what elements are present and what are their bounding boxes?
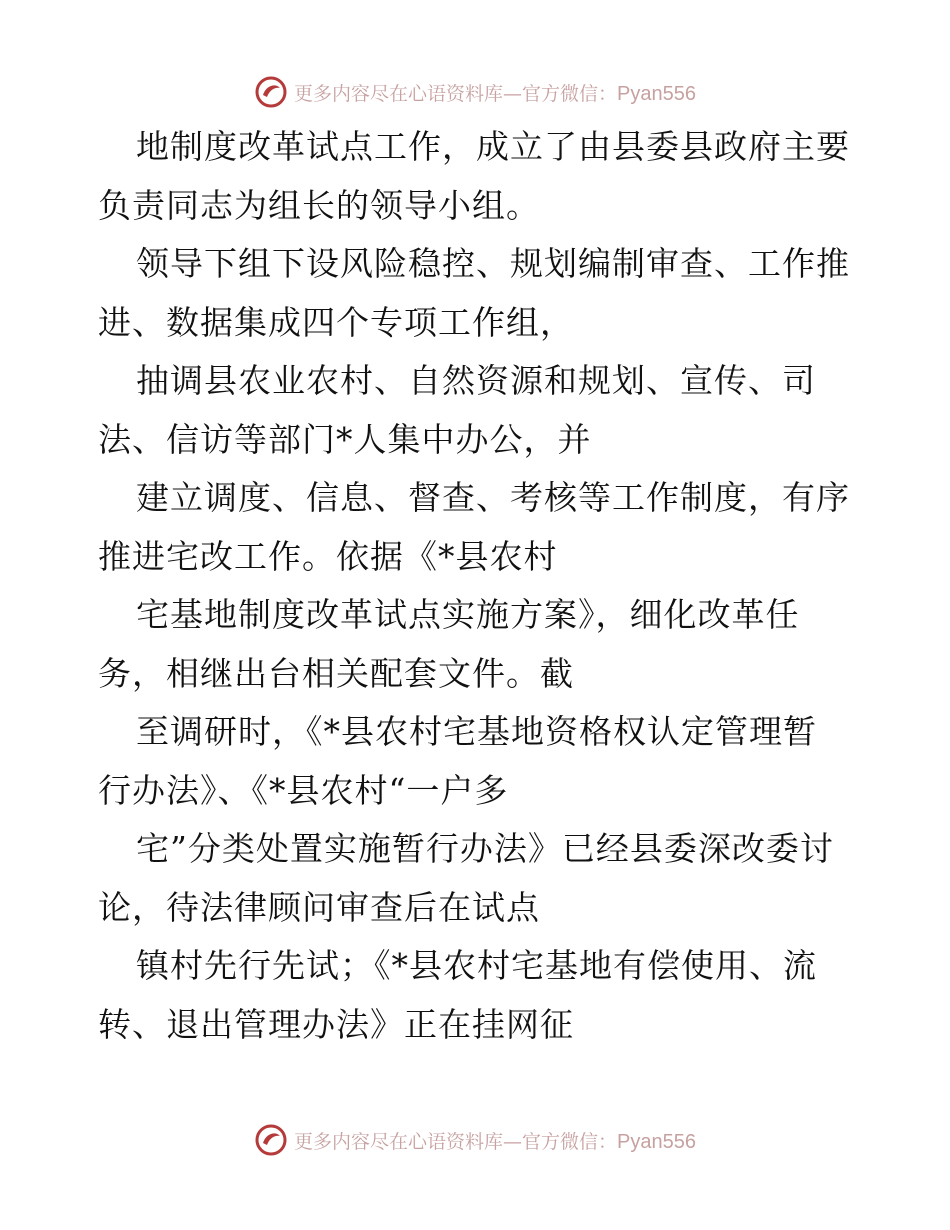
text-line: 地制度改革试点工作，成立了由县委县政府主要: [136, 127, 850, 166]
text-line: 论，待法律顾问审查后在试点: [98, 887, 540, 927]
text-line: 行办法》、《*县农村“一户多: [98, 770, 509, 810]
watermark-text: 更多内容尽在心语资料库—官方微信：Pyan556: [294, 1130, 696, 1153]
red-swirl-logo-icon: [254, 75, 288, 109]
text-line: 负责同志为组长的领导小组。: [98, 185, 540, 225]
red-swirl-logo-icon: [254, 1123, 288, 1157]
footer-watermark: [0, 1120, 950, 1160]
header-watermark: [0, 72, 950, 112]
text-line: 镇村先行先试；《*县农村宅基地有偿使用、流: [136, 946, 817, 985]
text-line: 务，相继出台相关配套文件。截: [98, 653, 574, 693]
watermark-text: 更多内容尽在心语资料库—官方微信：Pyan556: [294, 82, 696, 105]
text-line: 宅基地制度改革试点实施方案》，细化改革任: [136, 595, 800, 634]
text-line: 转、退出管理办法》正在挂网征: [98, 1004, 574, 1044]
document-body: [98, 118, 878, 1054]
text-line: 至调研时，《*县农村宅基地资格权认定管理暂: [136, 712, 817, 751]
text-line: 抽调县农业农村、自然资源和规划、宣传、司: [136, 361, 816, 400]
text-line: 建立调度、信息、督查、考核等工作制度，有序: [136, 478, 850, 517]
text-line: 法、信访等部门*人集中办公，并: [98, 419, 592, 459]
text-line: 进、数据集成四个专项工作组，: [98, 302, 574, 342]
text-line: 领导下组下设风险稳控、规划编制审查、工作推: [136, 244, 850, 283]
text-line: 推进宅改工作。依据《*县农村: [98, 536, 558, 576]
text-line: 宅”分类处置实施暂行办法》已经县委深改委讨: [136, 829, 834, 868]
